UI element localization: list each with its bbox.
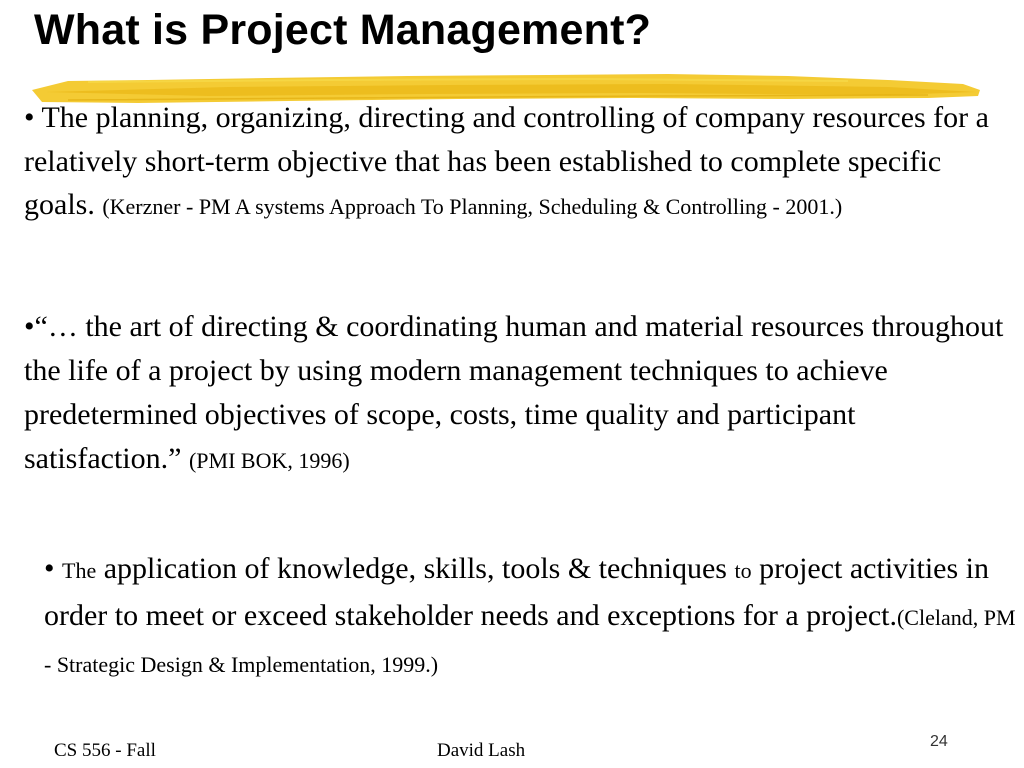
title-highlight-stroke	[28, 68, 984, 108]
bullet-definition-pmi	[24, 305, 1014, 483]
bullet-definition-cleland	[44, 546, 1022, 687]
footer-author: David Lash	[437, 740, 526, 761]
bullet-text: The planning, organizing, directing and controlling of company resources for a relatively short-term objective that has been established to complete specific goals.	[24, 101, 989, 221]
bullet-marker: •	[44, 552, 55, 585]
bullet-citation: (Cleland, PM - Strategic Design & Implementation, 1999.)	[44, 605, 1016, 677]
bullet-definition-kerzner	[24, 96, 1014, 229]
bullet-mid-word: to	[734, 558, 752, 583]
bullet-lead-word: The	[62, 558, 97, 583]
bullet-citation: (PMI BOK, 1996)	[188, 448, 350, 473]
page-number: 24	[930, 733, 948, 750]
bullet-citation: (Kerzner - PM A systems Approach To Planning, Scheduling & Controlling - 2001.)	[102, 194, 843, 219]
bullet-marker: •	[24, 310, 35, 343]
bullet-text-continued: project activities in order to meet or exceed stakeholder needs and exceptions for a project.	[44, 552, 989, 632]
bullet-text: application of knowledge, skills, tools & techniques	[103, 552, 727, 585]
bullet-marker: •	[24, 101, 35, 134]
slide-title: What is Project Management?	[34, 6, 652, 54]
bullet-text: “… the art of directing & coordinating human and material resources throughout the life of a project by using modern management techniques to achieve predetermined objectives of scope, costs, time quality and participant satisfaction.”	[24, 310, 1004, 475]
footer-course: CS 556 - Fall	[54, 740, 156, 761]
